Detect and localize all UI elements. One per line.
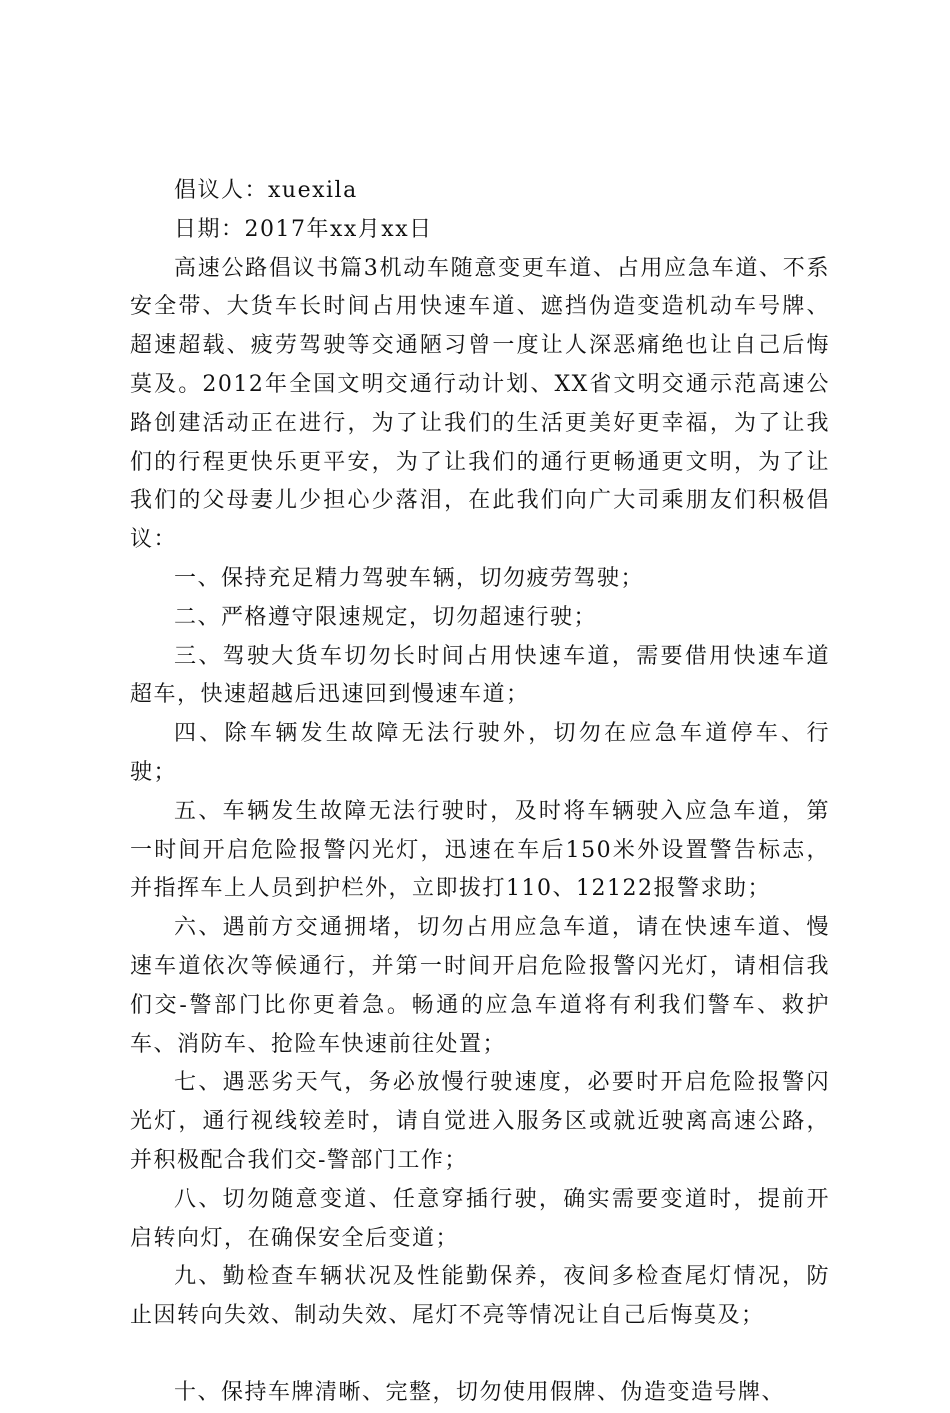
intro-paragraph: 高速公路倡议书篇3机动车随意变更车道、占用应急车道、不系安全带、大货车长时间占用快速车道、遮挡伪造变造机动车号牌、超速超载、疲劳驾驶等交通陋习曾一度让人深恶痛绝也让自己后悔莫及。2012年全国文明交通行动计划、XX省文明交通示范高速公路创建活动正在进行，为了让我们的生活更美好更幸福，为了让我们的行程更快乐更平安，为了让我们的通行更畅通更文明，为了让我们的父母妻儿少担心少落泪，在此我们向广大司乘朋友们积极倡议： (130, 255, 830, 553)
document-body (130, 172, 830, 1413)
item-3: 三、驾驶大货车切勿长时间占用快速车道，需要借用快速车道超车，快速超越后迅速回到慢速车道； (130, 643, 830, 708)
item-9: 九、勤检查车辆状况及性能勤保养，夜间多检查尾灯情况，防止因转向失效、制动失效、尾灯不亮等情况让自己后悔莫及； (130, 1264, 830, 1329)
item-5: 五、车辆发生故障无法行驶时，及时将车辆驶入应急车道，第一时间开启危险报警闪光灯，迅速在车后150米外设置警告标志，并指挥车上人员到护栏外，立即拔打110、12122报警求助； (130, 798, 830, 902)
item-10: 十、保持车牌清晰、完整，切勿使用假牌、伪造变造号牌、 (174, 1379, 786, 1405)
item-8: 八、切勿随意变道、任意穿插行驶，确实需要变道时，提前开启转向灯，在确保安全后变道； (130, 1186, 830, 1251)
item-7: 七、遇恶劣天气，务必放慢行驶速度，必要时开启危险报警闪光灯，通行视线较差时，请自觉进入服务区或就近驶离高速公路，并积极配合我们交-警部门工作； (130, 1070, 830, 1173)
item-4: 四、除车辆发生故障无法行驶外，切勿在应急车道停车、行驶； (130, 721, 830, 785)
initiator-line: 倡议人：xuexila (174, 178, 358, 203)
item-1: 一、保持充足精力驾驶车辆，切勿疲劳驾驶； (174, 565, 645, 591)
item-2: 二、严格遵守限速规定，切勿超速行驶； (174, 604, 598, 630)
item-6: 六、遇前方交通拥堵，切勿占用应急车道，请在快速车道、慢速车道依次等候通行，并第一时间开启危险报警闪光灯，请相信我们交-警部门比你更着急。畅通的应急车道将有利我们警车、救护车、消防车、抢险车快速前往处置； (130, 915, 830, 1057)
date-line: 日期：2017年xx月xx日 (174, 216, 433, 242)
